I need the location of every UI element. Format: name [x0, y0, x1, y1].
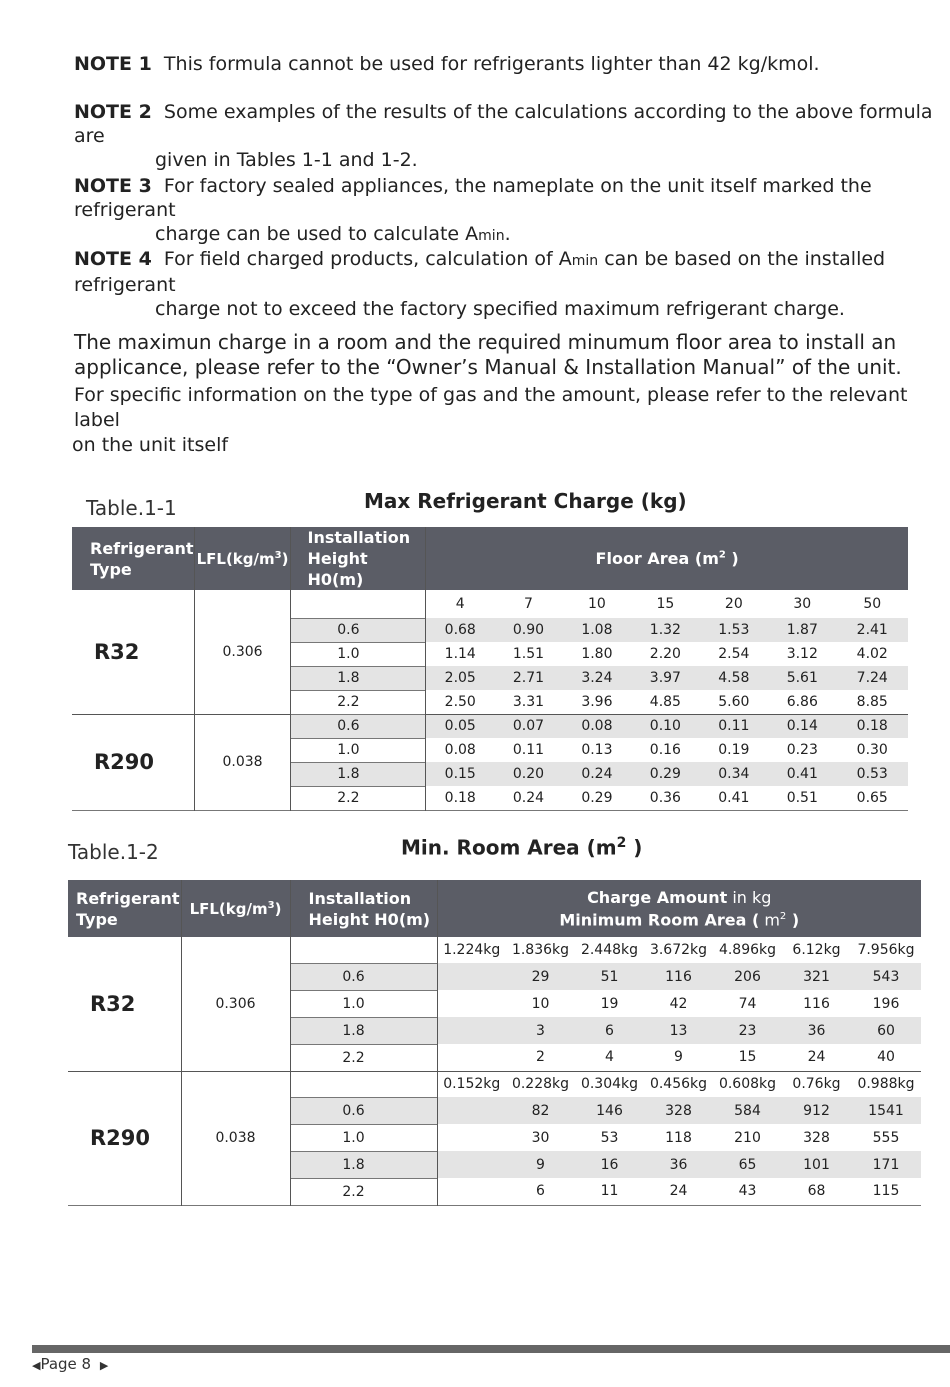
table-cell: 146 — [575, 1097, 644, 1124]
lfl-value: 0.306 — [181, 937, 290, 1071]
table-cell: 0.08 — [444, 742, 476, 758]
table-cell: 82 — [506, 1097, 575, 1124]
table-cell: 0.13 — [581, 742, 613, 758]
header-height: Installation Height H0(m) — [291, 527, 426, 590]
page-number: Page 8 — [40, 1355, 92, 1373]
table-cell: 101 — [782, 1151, 851, 1178]
height-value: 1.8 — [291, 762, 426, 786]
header-type: Refrigerant Type — [68, 880, 181, 937]
column-header: 10 — [588, 596, 606, 612]
table-cell: 10 — [531, 995, 550, 1012]
table-cell: 16 — [575, 1151, 644, 1178]
column-header: 0.228kg — [511, 1076, 570, 1093]
table-cell: 0.41 — [718, 789, 750, 806]
table-cell: 1.51 — [512, 646, 545, 662]
table-cell: 30 — [531, 1129, 550, 1146]
table-cell: 0.29 — [631, 762, 699, 786]
table-cell: 40 — [877, 1049, 895, 1066]
table-cell: 0.65 — [856, 789, 888, 806]
table-cell: 0.30 — [856, 742, 888, 758]
table-cell — [437, 1178, 506, 1205]
table-cell — [437, 1124, 506, 1151]
table-row — [72, 714, 908, 738]
header-type: Refrigerant Type — [72, 527, 194, 590]
table-cell: 2.41 — [837, 618, 909, 642]
column-header: 20 — [724, 596, 743, 612]
table-cell: 15 — [738, 1049, 757, 1066]
refrigerant-type: R290 — [72, 714, 194, 810]
table-cell: 0.18 — [837, 714, 909, 738]
height-value: 2.2 — [290, 1044, 437, 1071]
table-cell: 36 — [644, 1151, 713, 1178]
table-cell: 6.86 — [786, 693, 818, 710]
table-cell: 3 — [506, 1017, 575, 1044]
table-cell: 116 — [803, 995, 830, 1012]
column-header: 1.224kg — [443, 942, 501, 958]
table-cell — [437, 1097, 506, 1124]
note-text: charge can be used to calculate Amin. — [155, 223, 511, 245]
table-cell: 0.34 — [700, 762, 768, 786]
height-value: 1.8 — [291, 666, 426, 690]
height-value: 0.6 — [290, 963, 437, 990]
note-label: NOTE 3 — [74, 175, 152, 197]
table-cell: 23 — [713, 1017, 782, 1044]
header-height: Installation Height H0(m) — [290, 880, 437, 937]
table-cell: 43 — [738, 1183, 757, 1200]
table-cell: 0.53 — [837, 762, 909, 786]
table-cell: 206 — [713, 963, 782, 990]
table-cell: 0.18 — [444, 789, 476, 806]
column-header: 7.956kg — [857, 942, 915, 958]
table-cell — [437, 1151, 506, 1178]
table-cell: 3.24 — [563, 666, 631, 690]
table-cell: 555 — [872, 1129, 900, 1146]
table-cell: 0.19 — [718, 742, 750, 758]
lfl-value: 0.038 — [181, 1071, 290, 1205]
triangle-left-icon[interactable]: ◀ — [32, 1359, 41, 1372]
table-cell: 24 — [669, 1183, 688, 1200]
height-value: 1.0 — [291, 642, 426, 666]
header-charge-amount: Charge Amount in kg Minimum Room Area ( $m^2$ ) — [437, 880, 921, 937]
note-label: NOTE 2 — [74, 101, 152, 123]
table-cell: 0.08 — [563, 714, 631, 738]
height-blank — [291, 590, 426, 618]
para-line: on the unit itself — [72, 434, 229, 456]
table-cell: 171 — [851, 1151, 921, 1178]
column-header: 2.448kg — [580, 942, 639, 958]
table1-label: Table.1-1 — [86, 496, 177, 520]
table-cell: 0.14 — [768, 714, 836, 738]
table-cell: 3.12 — [786, 646, 818, 662]
table-cell — [437, 963, 506, 990]
para-line: applicance, please refer to the “Owner’s Manual & Installation Manual” of the unit. — [74, 355, 902, 379]
table-cell: 0.36 — [649, 789, 681, 806]
column-header: 50 — [863, 596, 882, 612]
table-cell: 0.16 — [649, 742, 681, 758]
header-floor-area: Floor Area ($m^2$ ) — [426, 527, 908, 590]
height-value: 2.2 — [291, 690, 426, 714]
table1-title: Max Refrigerant Charge (kg) — [364, 489, 687, 513]
table-cell: 0.41 — [768, 762, 836, 786]
page-indicator — [32, 1355, 108, 1373]
refrigerant-type: R290 — [68, 1071, 181, 1205]
table-cell: 9 — [506, 1151, 575, 1178]
note-label: NOTE 1 — [74, 53, 152, 75]
table-cell: 328 — [803, 1129, 830, 1146]
table-cell: 2.50 — [444, 693, 476, 710]
table-cell: 6 — [575, 1017, 644, 1044]
height-value: 2.2 — [291, 786, 426, 810]
table-cell: 2.05 — [426, 666, 494, 690]
height-value: 1.8 — [290, 1151, 437, 1178]
column-header-row — [68, 937, 921, 963]
table-cell: 1.87 — [768, 618, 836, 642]
table-cell: 118 — [665, 1129, 692, 1146]
height-blank — [290, 937, 437, 963]
table-cell: 321 — [782, 963, 851, 990]
table-cell: 3.97 — [631, 666, 699, 690]
table-cell: 0.11 — [512, 742, 545, 758]
table-cell: 6 — [536, 1183, 545, 1200]
column-header: 3.672kg — [649, 942, 708, 958]
table-cell: 912 — [782, 1097, 851, 1124]
table-cell: 8.85 — [856, 693, 888, 710]
table-cell: 0.90 — [494, 618, 562, 642]
info-paragraph — [74, 330, 902, 380]
table-cell: 210 — [734, 1129, 761, 1146]
column-header: 0.152kg — [443, 1076, 501, 1093]
table-cell: 328 — [644, 1097, 713, 1124]
table-cell: 24 — [807, 1049, 826, 1066]
table-cell: 1.53 — [700, 618, 768, 642]
table-cell: 0.23 — [786, 742, 818, 758]
note-text: For factory sealed appliances, the nameplate on the unit itself marked the refrigerant — [74, 175, 872, 221]
table-cell: 1.80 — [581, 646, 613, 662]
triangle-right-icon[interactable]: ▶ — [99, 1359, 109, 1372]
table-cell: 4.58 — [700, 666, 768, 690]
table-cell: 42 — [669, 995, 688, 1012]
column-header: 0.988kg — [857, 1076, 915, 1093]
table-cell — [437, 1017, 506, 1044]
table-cell: 60 — [851, 1017, 921, 1044]
table2-title: Min. Room Area ($m^2$ ) — [401, 835, 643, 860]
para-line: The maximun charge in a room and the required minumum floor area to install an — [74, 330, 897, 354]
note-text: This formula cannot be used for refrigerants lighter than 42 kg/kmol. — [163, 53, 820, 75]
column-header: 30 — [793, 596, 812, 612]
table-cell: 29 — [506, 963, 575, 990]
table-cell: 2.71 — [494, 666, 562, 690]
table-cell: 115 — [872, 1183, 900, 1200]
table-cell: 1.08 — [563, 618, 631, 642]
table-cell: 74 — [738, 995, 757, 1012]
table-cell: 0.05 — [426, 714, 494, 738]
info-paragraph-2 — [74, 383, 950, 458]
column-header: 15 — [656, 596, 675, 612]
table-header — [68, 880, 921, 937]
table-cell: 11 — [600, 1183, 619, 1200]
table-cell — [437, 990, 506, 1017]
note-text: Some examples of the results of the calculations according to the above formula are — [74, 101, 933, 147]
footer-bar — [32, 1345, 950, 1353]
table-cell: 1.32 — [631, 618, 699, 642]
table-cell: 0.24 — [563, 762, 631, 786]
refrigerant-type: R32 — [68, 937, 181, 1071]
table-header — [72, 527, 908, 590]
table-cell: 0.11 — [700, 714, 768, 738]
table-cell: 5.60 — [718, 693, 750, 710]
table-cell: 0.15 — [426, 762, 494, 786]
min-room-area-table — [68, 880, 921, 1206]
lfl-value: 0.038 — [194, 714, 291, 810]
table-cell: 19 — [600, 995, 619, 1012]
note-1 — [74, 52, 820, 76]
table-cell: 0.07 — [494, 714, 562, 738]
column-header-row — [68, 1071, 921, 1097]
table-cell: 7.24 — [837, 666, 909, 690]
column-header: 6.12kg — [792, 942, 841, 958]
column-header: 0.456kg — [649, 1076, 708, 1093]
note-text: charge not to exceed the factory specified maximum refrigerant charge. — [155, 298, 845, 320]
note-text: given in Tables 1-1 and 1-2. — [155, 149, 418, 171]
max-charge-table — [72, 527, 908, 811]
table-cell: 4.02 — [856, 646, 888, 662]
table-cell: 2.54 — [718, 646, 750, 662]
table-cell: 0.51 — [786, 789, 818, 806]
note-text: For field charged products, calculation of Amin can be based on the installed refrigerant — [74, 248, 886, 296]
table-cell: 0.20 — [494, 762, 562, 786]
column-header: 4.896kg — [718, 942, 777, 958]
column-header: 0.304kg — [580, 1076, 639, 1093]
column-header: 4 — [455, 596, 465, 612]
table-cell: 51 — [575, 963, 644, 990]
height-value: 0.6 — [291, 618, 426, 642]
table-cell: 4.85 — [649, 693, 681, 710]
table-cell: 4 — [605, 1049, 614, 1066]
column-header: 1.836kg — [511, 942, 570, 958]
table-cell: 0.24 — [512, 789, 545, 806]
table-cell: 2.20 — [649, 646, 681, 662]
table-cell: 1.14 — [444, 646, 476, 662]
note-label: NOTE 4 — [74, 248, 152, 270]
table-cell: 116 — [644, 963, 713, 990]
table-cell: 584 — [713, 1097, 782, 1124]
table-cell: 0.29 — [581, 789, 613, 806]
height-value: 1.8 — [290, 1017, 437, 1044]
height-value: 0.6 — [291, 714, 426, 738]
table-cell: 68 — [807, 1183, 826, 1200]
refrigerant-type: R32 — [72, 590, 194, 714]
table-cell: 196 — [872, 995, 900, 1012]
table-cell: 2 — [536, 1049, 545, 1066]
table-cell: 3.31 — [512, 693, 545, 710]
column-header: 7 — [524, 596, 533, 612]
note-4 — [74, 247, 950, 321]
table-cell: 65 — [713, 1151, 782, 1178]
height-value: 1.0 — [291, 738, 426, 762]
note-2 — [74, 100, 950, 172]
height-blank — [290, 1071, 437, 1097]
table2-label: Table.1-2 — [68, 840, 159, 864]
table-cell: 0.68 — [426, 618, 494, 642]
header-lfl: $LFL(kg/m^3)$ — [181, 880, 290, 937]
column-header-row — [72, 590, 908, 618]
table-cell: 3.96 — [581, 693, 613, 710]
height-value: 1.0 — [290, 1124, 437, 1151]
column-header: 0.608kg — [718, 1076, 777, 1093]
height-value: 2.2 — [290, 1178, 437, 1205]
table-cell: 13 — [644, 1017, 713, 1044]
table-cell: 36 — [782, 1017, 851, 1044]
height-value: 1.0 — [290, 990, 437, 1017]
table-cell: 543 — [851, 963, 921, 990]
table-cell: 1541 — [851, 1097, 921, 1124]
para-line: For specific information on the type of gas and the amount, please refer to the relevant label — [74, 384, 908, 431]
column-header: 0.76kg — [792, 1076, 841, 1093]
table-cell: 9 — [674, 1049, 683, 1066]
lfl-value: 0.306 — [194, 590, 291, 714]
header-lfl: $LFL(kg/m^3)$ — [194, 527, 291, 590]
table-cell — [437, 1044, 506, 1071]
height-value: 0.6 — [290, 1097, 437, 1124]
table-cell: 53 — [600, 1129, 619, 1146]
table-cell: 0.10 — [631, 714, 699, 738]
note-3 — [74, 174, 950, 248]
table-cell: 5.61 — [768, 666, 836, 690]
